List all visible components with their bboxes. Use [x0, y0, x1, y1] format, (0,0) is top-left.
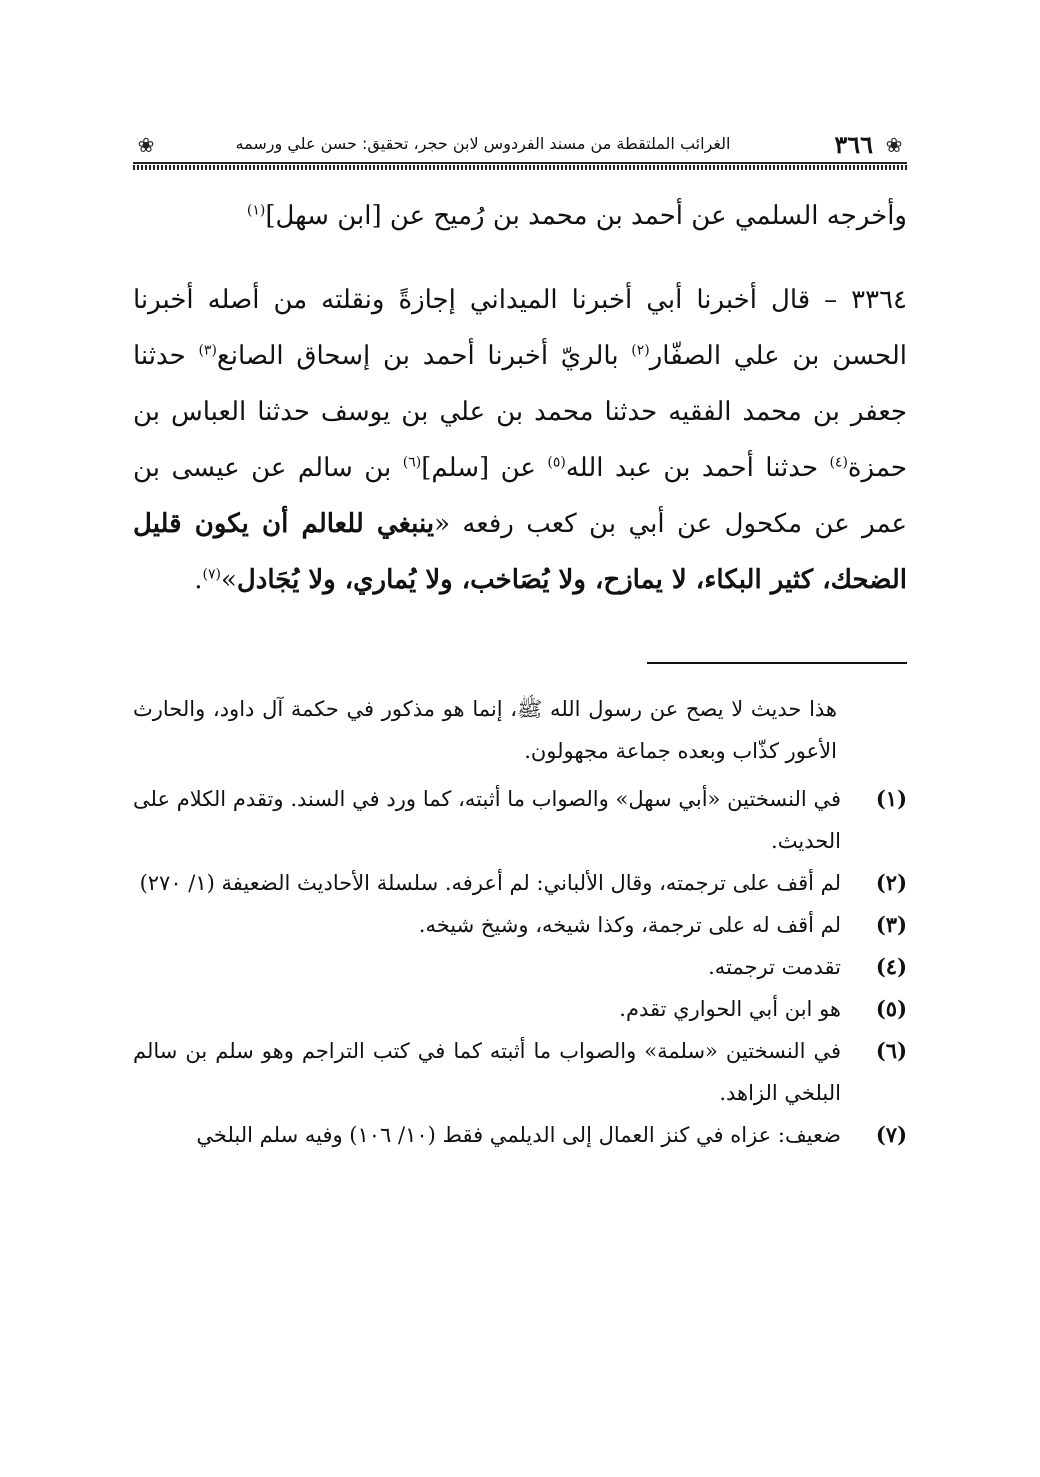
footnote-item — [133, 904, 907, 946]
footnote-number: (١) — [875, 786, 907, 811]
intro-paragraph — [133, 188, 907, 244]
closing-quote: » — [220, 565, 237, 595]
footnotes — [133, 688, 907, 1156]
footnote-text: لم أقف له على ترجمة، وكذا شيخه، وشيخ شيخه. — [418, 913, 841, 937]
intro-text: وأخرجه السلمي عن أحمد بن محمد بن رُميح عن [ابن سهل] — [265, 201, 907, 231]
footnote-ref: (٦) — [402, 454, 422, 471]
footnote-text: في النسختين «أبي سهل» والصواب ما أثبته، كما ورد في السند. وتقدم الكلام على الحديث. — [133, 787, 841, 853]
footnote-number: (٣) — [875, 912, 907, 937]
hadith-chain: بن سالم عن عيسى بن عمر عن مكحول عن أبي بن كعب رفعه « — [133, 453, 908, 539]
header-rule — [133, 162, 907, 164]
footnote-text: لم أقف على ترجمته، وقال الألباني: لم أعرفه. سلسلة الأحاديث الضعيفة (١/ ٢٧٠) — [139, 871, 841, 895]
main-text — [133, 188, 907, 608]
footnote-commentary: هذا حديث لا يصح عن رسول الله ﷺ، إنما هو مذكور في حكمة آل داود، والحارث الأعور كذّاب وبعده جماعة مجهولون. — [133, 697, 837, 763]
footnote-separator — [647, 662, 907, 664]
footnote-ref: (١) — [246, 202, 266, 219]
corner-ornament-icon: ❀ — [885, 133, 903, 157]
footnote-item — [133, 988, 907, 1030]
hadith-chain: ٣٣٦٤ – قال أخبرنا أبي أخبرنا الميداني إجازةً ونقلته من أصله أخبرنا الحسن بن علي الصفّار — [133, 285, 907, 371]
footnote-item — [133, 1030, 907, 1114]
footnote-number: (٧) — [875, 1122, 907, 1147]
footnote-text: تقدمت ترجمته. — [708, 955, 841, 979]
footnote-number: (٦) — [875, 1038, 907, 1063]
footnote-item — [133, 778, 907, 862]
hadith-chain: بالريّ أخبرنا أحمد بن إسحاق الصانع — [216, 341, 632, 371]
hadith-chain: حدثنا أحمد بن عبد الله — [565, 453, 830, 483]
footnote-ref: (٢) — [631, 342, 650, 359]
footnote-item — [133, 946, 907, 988]
hadith-chain: حدثنا جعفر بن محمد الفقيه حدثنا محمد بن علي بن يوسف حدثنا العباس بن حمزة — [133, 341, 907, 483]
running-title: الغرائب الملتقطة من مسند الفردوس لابن حجر، تحقيق: حسن علي ورسمه — [235, 134, 731, 153]
page-number: ٣٦٦ — [834, 130, 873, 159]
footnote-item — [133, 1114, 907, 1156]
hadith-text: ينبغي للعالم أن يكون قليل الضحك، كثير البكاء، لا يمازح، ولا يُصَاخب، ولا يُماري، ولا يُجَادل — [133, 509, 907, 595]
footnote-text: في النسختين «سلمة» والصواب ما أثبته كما في كتب التراجم وهو سلم بن سالم البلخي الزاهد. — [133, 1039, 841, 1105]
footnote-ref: (٣) — [198, 342, 217, 359]
hadith-chain: عن [سلم] — [421, 453, 548, 483]
footnote-ref: (٤) — [829, 454, 848, 471]
footnote-item — [133, 862, 907, 904]
end-punctuation: . — [194, 565, 203, 595]
page-header — [133, 128, 907, 172]
footnote-number: (٥) — [875, 996, 907, 1021]
footnote-text: ضعيف: عزاه في كنز العمال إلى الديلمي فقط (١٠/ ١٠٦) وفيه سلم البلخي — [196, 1123, 841, 1147]
corner-ornament-icon: ❀ — [137, 133, 155, 157]
footnote-number: (٢) — [875, 870, 907, 895]
footnote-text: هو ابن أبي الحواري تقدم. — [619, 997, 841, 1021]
hadith-paragraph — [133, 272, 907, 608]
footnote-ref: (٧) — [202, 566, 221, 583]
footnote-ref: (٥) — [547, 454, 566, 471]
header-decorative-border — [133, 165, 907, 170]
footnote-number: (٤) — [875, 954, 907, 979]
